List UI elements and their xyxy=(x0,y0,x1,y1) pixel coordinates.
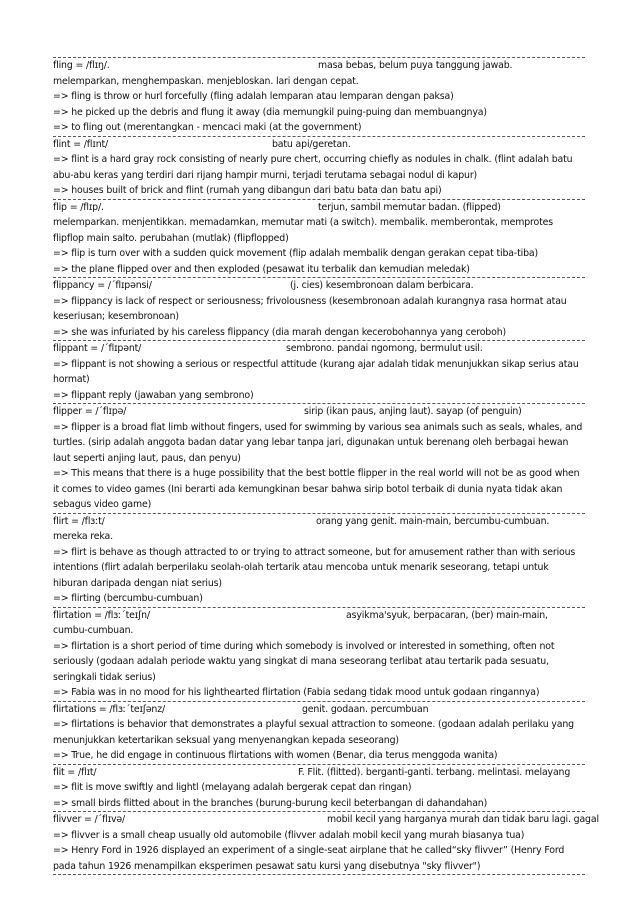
example-line: => flivver is a small cheap usually old automobile (flivver adalah mobil kecil yang murah biasanya tua) xyxy=(53,829,525,841)
example-line: => he picked up the debris and flung it away (dia memungkil puing-puing dan membuangnya) xyxy=(53,106,487,118)
dictionary-entry xyxy=(53,57,585,137)
definition-line: melemparkan, menghempaskan. menjebloskan. lari dengan cepat. xyxy=(53,75,359,87)
example-line: => to fling out (merentangkan - mencaci maki (at the government) xyxy=(53,122,362,133)
example-line: => flirtations is behavior that demonstrates a playful sexual attraction to someone. (godaan adalah perilaku yang menunjukkan ketertarikan seksual yang menyenangkan kepada seseorang) xyxy=(53,719,574,746)
example-line: => flirting (bercumbu-cumbuan) xyxy=(53,593,203,604)
example-line: => fling is throw or hurl forcefully (fling adalah lemparan atau lemparan dengan paksa) xyxy=(53,91,454,102)
example-line: => flipper is a broad flat limb without fingers, used for swimming by various sea animals such as seals, whales, and turtles. (sirip adalah anggota badan datar yang lebar tanpa jari, digunakan untuk berenang oleh berbagai hewan laut seperti anjing laut, paus, dan penyu) xyxy=(53,421,583,464)
headword: flint = /flɪnt/ xyxy=(53,138,109,150)
dictionary-entry xyxy=(53,608,585,702)
headword: flit = /flɪt/ xyxy=(53,766,97,778)
entry-headline xyxy=(53,812,599,828)
dictionary-entry xyxy=(53,404,585,514)
headword-meaning: terjun, sambil memutar badan. (flipped) xyxy=(318,201,501,213)
entry-headline xyxy=(53,514,585,530)
dictionary-entry xyxy=(53,200,585,279)
dictionary-entry xyxy=(53,341,585,404)
headword-meaning: sirip (ikan paus, anjing laut). sayap (of penguin) xyxy=(304,406,522,417)
example-line: => flippant reply (jawaban yang sembrono) xyxy=(53,389,254,401)
example-line: => she was infuriated by his careless flippancy (dia marah dengan kecerobohannya yang ceroboh) xyxy=(53,326,506,338)
headword-meaning: (j. cies) kesembronoan dalam berbicara. xyxy=(290,280,474,291)
entry-headline xyxy=(53,200,585,216)
headword: fling = /flɪŋ/. xyxy=(53,60,110,71)
entry-headline xyxy=(53,608,585,624)
headword: flirtations = /flɜːˊteɪʃənz/ xyxy=(53,703,166,715)
example-line: => small birds flitted about in the branches (burung-burung kecil beterbangan di dahandahan) xyxy=(53,797,488,809)
example-line: => flip is turn over with a sudden quick movement (flip adalah membalik dengan gerakan cepat tiba-tiba) xyxy=(53,248,538,259)
example-line: => flirt is behave as though attracted to or trying to attract someone, but for amusement rather than with serious intentions (flirt adalah berperilaku seolah-olah tertarik atau mencoba untuk menarik seseorang, tetapi untuk hiburan daripada dengan niat serius) xyxy=(53,546,576,589)
example-line: => flippant is not showing a serious or respectful attitude (kurang ajar adalah tidak menunjukkan sikap serius atau hormat) xyxy=(53,358,579,385)
entry-headline xyxy=(53,702,585,718)
entry-headline xyxy=(53,58,585,74)
dictionary-sheet xyxy=(53,57,599,875)
dictionary-entry xyxy=(53,702,585,765)
headword: flippancy = /ˊflɪpənsi/ xyxy=(53,280,152,291)
definition-line: mereka reka. xyxy=(53,531,113,542)
headword: flirtation = /flɜːˊteɪʃn/ xyxy=(53,609,150,621)
example-line: => flirtation is a short period of time during which somebody is involved or interested in something, often not seriously (godaan adalah periode waktu yang singkat di mana seseorang terlibat atau tertarik pada sesuatu, seringkali tidak serius) xyxy=(53,640,555,683)
dictionary-entry xyxy=(53,278,585,341)
example-line: => flint is a hard gray rock consisting of nearly pure chert, occurring chiefly as nodules in chalk. (flint adalah batu abu-abu keras yang terdiri dari rijang hampir murni, terjadi terutama sebagai nodul di kapur) xyxy=(53,154,573,181)
example-line: => flit is move swiftly and lightl (melayang adalah bergerak cepat dan ringan) xyxy=(53,782,412,793)
entry-headline xyxy=(53,341,585,357)
definition-line: melemparkan. menjentikkan. memadamkan, memutar mati (a switch). membalik. memberontak, memprotes flipflop main salto. perubahan (mutlak) (flipflopped) xyxy=(53,217,553,244)
dictionary-entry xyxy=(53,765,585,813)
headword-meaning: batu api/geretan. xyxy=(272,138,351,150)
example-line: => Henry Ford in 1926 displayed an experiment of a single-seat airplane that he called“sky flivver” (Henry Ford pada tahun 1926 menampilkan eksperimen pesawat satu kursi yang disebutnya "sky flivver") xyxy=(53,845,565,872)
example-line: => flippancy is lack of respect or seriousness; frivolousness (kesembronoan adalah kurangnya rasa hormat atau keseriusan; kesembronoan) xyxy=(53,295,567,322)
headword-meaning: sembrono. pandai ngomong, bermulut usil. xyxy=(286,343,483,354)
example-line: => This means that there is a huge possibility that the best bottle flipper in the real world will not be as good when it comes to video games (Ini berarti ada kemungkinan besar bahwa sirip botol terbaik di dunia nyata tidak akan sebagus video game) xyxy=(53,468,580,510)
headword-meaning: mobil kecil yang harganya murah dan tidak baru lagi. gagal xyxy=(327,814,599,825)
entry-headline xyxy=(53,765,585,781)
headword-meaning: asyikma'syuk, berpacaran, (ber) main-main, xyxy=(346,609,548,621)
definition-line: cumbu-cumbuan. xyxy=(53,625,134,636)
entry-headline xyxy=(53,404,585,420)
example-line: => houses built of brick and flint (rumah yang dibangun dari batu bata dan batu api) xyxy=(53,185,442,196)
entry-headline xyxy=(53,137,585,153)
headword: flipper = /ˊflɪpə/ xyxy=(53,406,127,417)
dictionary-entry xyxy=(53,514,585,608)
headword-meaning: orang yang genit. main-main, bercumbu-cumbuan. xyxy=(316,515,550,527)
dictionary-entry xyxy=(53,137,585,200)
example-line: => Fabia was in no mood for his lighthearted flirtation (Fabia sedang tidak mood untuk godaan ringannya) xyxy=(53,687,540,698)
example-line: => the plane flipped over and then exploded (pesawat itu terbalik dan kemudian meledak) xyxy=(53,263,470,275)
headword-meaning: genit. godaan. percumbuan xyxy=(302,703,429,715)
headword-meaning: masa bebas, belum puya tanggung jawab. xyxy=(318,60,513,71)
headword-meaning: F. Flit. (flitted). berganti-ganti. terbang. melintasi. melayang xyxy=(298,766,571,778)
example-line: => True, he did engage in continuous flirtations with women (Benar, dia terus menggoda wanita) xyxy=(53,750,498,761)
headword: flivver = /ˊflɪvə/ xyxy=(53,814,126,825)
dictionary-entry xyxy=(53,812,599,875)
entry-headline xyxy=(53,278,585,294)
headword: flirt = /flɜːt/ xyxy=(53,515,105,527)
headword: flip = /flɪp/. xyxy=(53,201,104,213)
headword: flippant = /ˊflɪpənt/ xyxy=(53,343,142,354)
